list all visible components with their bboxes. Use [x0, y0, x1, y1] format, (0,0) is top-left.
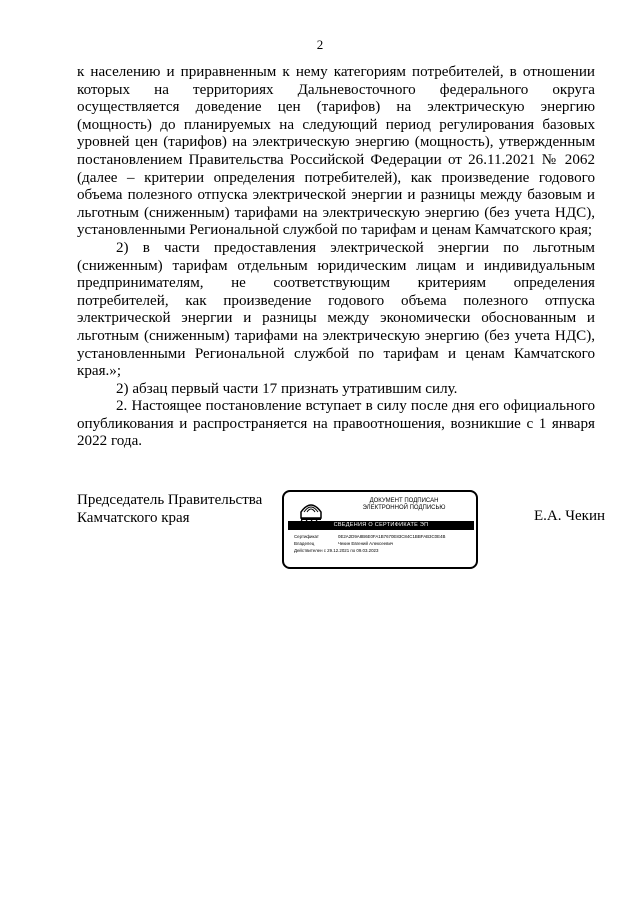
page-number: 2 — [316, 37, 324, 52]
stamp-row-label: Сертификат — [294, 534, 319, 539]
stamp-row-certificate — [294, 533, 474, 540]
stamp-row-label: Владелец — [294, 541, 315, 546]
stamp-header-line-1: ДОКУМЕНТ ПОДПИСАН — [369, 498, 439, 504]
stamp-details — [294, 533, 474, 554]
signatory-title-line-1: Председатель Правительства — [77, 492, 263, 508]
stamp-header-line-2: ЭЛЕКТРОННОЙ ПОДПИСЬЮ — [362, 505, 446, 511]
document-body — [77, 64, 595, 451]
signatory-title-line-2: Камчатского края — [77, 510, 190, 526]
paragraph-1: к населению и приравненным к нему категориям потребителей, в отношении которых на территориях Дальневосточного федерального округа осуществляется доведение цен (тарифов) на электрическую энергию (мощность) до планируемых на следующий период регулирования базовых уровней цен (тарифов) на электрическую энергию (мощность), утвержденным постановлением Правительства Российской Федерации от 26.11.2021 № 2062 (далее – критерии определения потребителей), как произведение годового объема полезного отпуска электрической энергии и разницы между базовым и льготным (сниженным) тарифами на электрическую энергию (без учета НДС), установленными Региональной службой по тарифам и ценам Камчатского края; — [77, 64, 595, 239]
stamp-row-value: Действителен с 29.12.2021 по 09.03.2023 — [294, 548, 379, 553]
stamp-row-value: 0E2A2D9A8B6E0FA1B7670E83C84C1BBFAB3C0E4B — [338, 534, 446, 539]
signatory-name: Е.А. Чекин — [534, 508, 605, 524]
stamp-row-value: Чекин Евгений Алексеевич — [338, 541, 394, 546]
electronic-signature-stamp — [282, 490, 478, 569]
signatory-title — [77, 491, 262, 527]
stamp-row-validity — [294, 547, 474, 554]
stamp-header — [336, 498, 472, 512]
stamp-row-owner — [294, 540, 474, 547]
paragraph-3: 2) абзац первый части 17 признать утратившим силу. — [116, 380, 458, 397]
paragraph-2: 2) в части предоставления электрической энергии по льготным (сниженным) тарифам отдельным юридическим лицам и индивидуальным предпринимателям, не соответствующим критериям определения потребителей, как произведение годового объема полезного отпуска электрической энергии и разницы между экономически обоснованным и льготным (сниженным) тарифами на электрическую энергию (без учета НДС), установленными Региональной службой по тарифам и ценам Камчатского края.»; — [77, 239, 595, 380]
stamp-band: СВЕДЕНИЯ О СЕРТИФИКАТЕ ЭП — [288, 521, 474, 530]
paragraph-4: 2. Настоящее постановление вступает в силу после дня его официального опубликования и распространяется на правоотношения, возникшие с 1 января 2022 года. — [77, 398, 595, 450]
